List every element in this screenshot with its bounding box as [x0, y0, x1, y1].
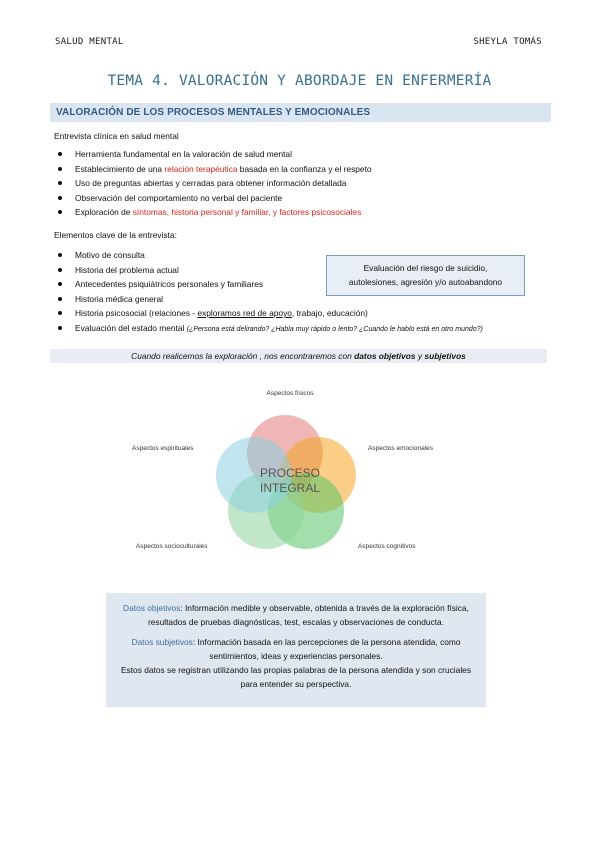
interview-intro: Entrevista clínica en salud mental	[54, 131, 179, 141]
risk-line-1: Evaluación del riesgo de suicidio,	[363, 263, 488, 273]
list-item: Motivo de consulta	[58, 248, 483, 263]
subjective-term: subjetivos	[424, 351, 466, 361]
bullet-icon	[58, 167, 62, 171]
bullet-icon	[58, 311, 62, 315]
bullet-icon	[58, 196, 62, 200]
center-label-1: PROCESO	[259, 466, 321, 480]
bullet-icon	[58, 326, 62, 330]
label-emotional: Aspectos emocionales	[368, 445, 434, 452]
risk-line-2: autolesiones, agresión y/o autoabandono	[348, 277, 503, 287]
list-item: Exploración de síntomas, historia personal y familiar, y factores psicosociales	[58, 205, 372, 220]
list-item: Observación del comportamiento no verbal del paciente	[58, 191, 372, 206]
page-title: TEMA 4. VALORACIÓN Y ABORDAJE EN ENFERMERÍA	[107, 73, 492, 89]
center-label-2: INTEGRAL	[259, 481, 321, 495]
list-item: Historia médica general	[58, 292, 483, 307]
label-sociocultural: Aspectos socioculturales	[136, 543, 208, 550]
objective-term: datos objetivos	[354, 351, 416, 361]
risk-assessment-box	[326, 255, 525, 296]
elements-intro: Elementos clave de la entrevista:	[54, 230, 177, 240]
bullet-icon	[58, 253, 62, 257]
label-cognitive: Aspectos cognitivos	[358, 543, 416, 550]
objective-label: Datos objetivos	[123, 603, 181, 613]
bullet-icon	[58, 268, 62, 272]
interview-list	[58, 147, 372, 220]
section-heading: VALORACIÓN DE LOS PROCESOS MENTALES Y EMOCIONALES	[50, 103, 551, 122]
header-author: SHEYLA TOMÁS	[473, 37, 542, 47]
label-spiritual: Aspectos espirituales	[132, 445, 194, 452]
bullet-icon	[58, 210, 62, 214]
highlight-text: relación terapéutica	[164, 163, 238, 174]
list-item: Uso de preguntas abiertas y cerradas para obtener información detallada	[58, 176, 372, 191]
bullet-icon	[58, 181, 62, 185]
example-questions: (¿Persona está delirando? ¿Habla muy rápido o lento? ¿Cuando le hablo está en otro mundo?)	[186, 325, 483, 333]
bullet-icon	[58, 152, 62, 156]
subjective-definition: Datos subjetivos: Información basada en las percepciones de la persona atendida, como sentimientos, ideas y experiencias personales. Estos datos se registran utilizando las propias palabras de la persona atendida y son cruciales para entender su perspectiva.	[120, 637, 472, 689]
list-item: Herramienta fundamental en la valoración de salud mental	[58, 147, 372, 162]
underlined-text: exploramos red de apoyo	[197, 308, 292, 318]
list-item: Historia psicosocial (relaciones - exploramos red de apoyo, trabajo, educación)	[58, 306, 483, 321]
label-physical: Aspectos físicos	[266, 390, 314, 397]
highlight-text: síntomas, historia personal y familiar, y factores psicosociales	[132, 207, 362, 217]
integral-process-diagram	[120, 378, 480, 558]
definitions-box	[106, 593, 486, 707]
list-item: Antecedentes psiquiátricos personales y familiares	[58, 277, 483, 292]
subjective-label: Datos subjetivos	[131, 637, 193, 647]
list-item: Evaluación del estado mental (¿Persona está delirando? ¿Habla muy rápido o lento? ¿Cuando le hablo está en otro mundo?)	[58, 321, 483, 338]
exploration-note: Cuando realicemos la exploración , nos encontraremos con datos objetivos y subjetivos	[50, 349, 547, 363]
page-header	[55, 37, 542, 51]
bullet-icon	[58, 297, 62, 301]
list-item: Historia del problema actual	[58, 263, 483, 278]
list-item: Establecimiento de una relación terapéutica basada en la confianza y el respeto	[58, 162, 372, 177]
bullet-icon	[58, 282, 62, 286]
objective-definition: Datos objetivos: Información medible y observable, obtenida a través de la exploración física, resultados de pruebas diagnósticas, test, escalas y observaciones de conducta.	[123, 603, 469, 627]
header-subject: SALUD MENTAL	[55, 37, 124, 47]
